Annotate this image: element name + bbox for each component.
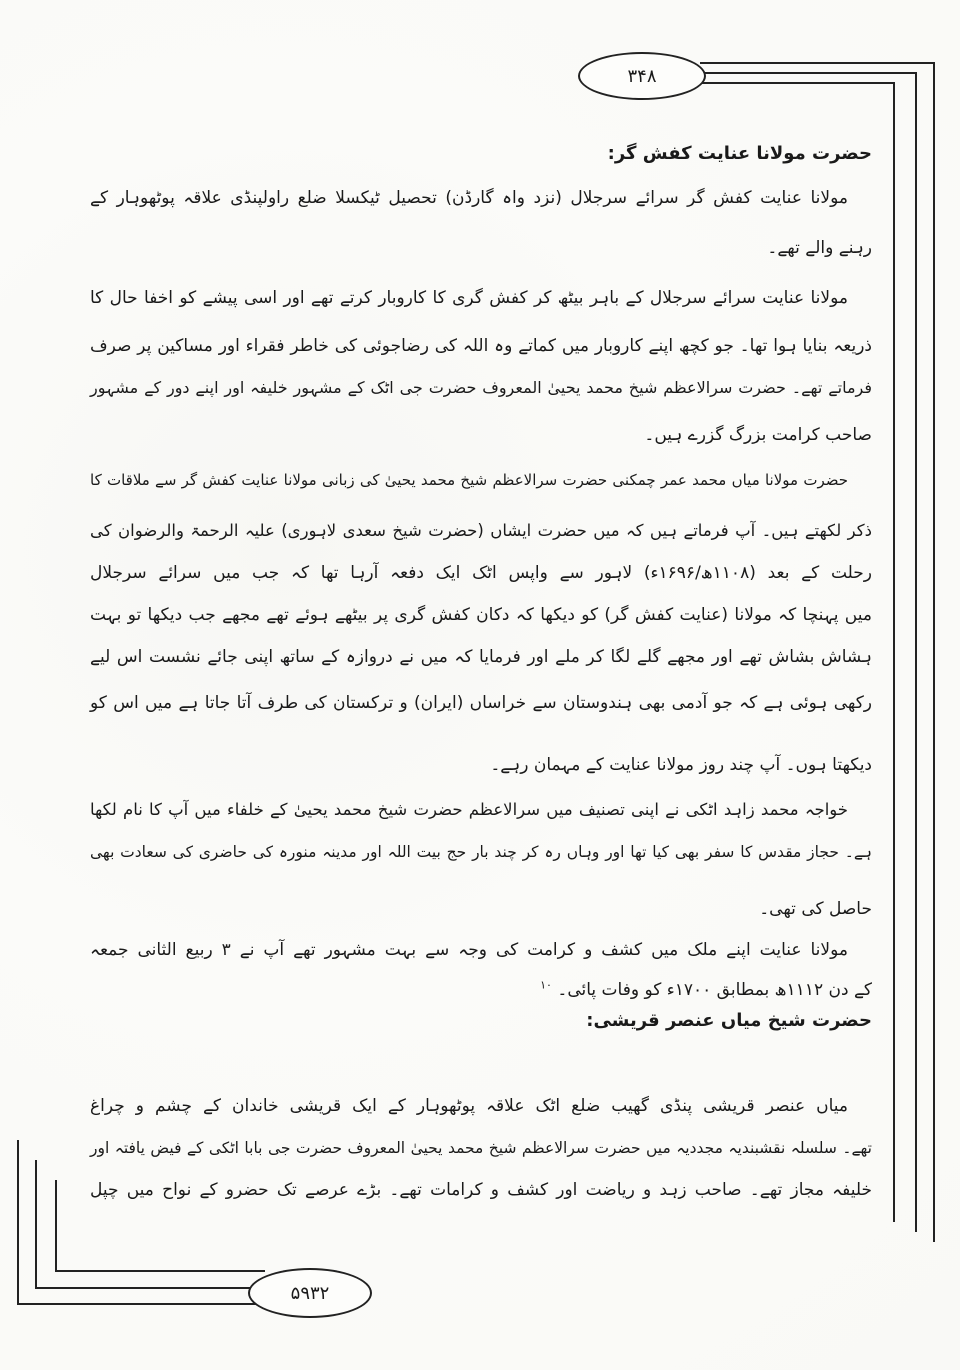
text-line: تھے۔ سلسلہ نقشبندیہ مجددیہ میں حضرت سرالاعظم شیخ محمد یحییٰ المعروف حضرت جی بابا اٹکی کے فیض یافتہ اور [90, 1139, 872, 1157]
border-line [702, 72, 916, 74]
text-line: خواجہ محمد زاہد اٹکی نے اپنی تصنیف میں سرالاعظم حضرت شیخ محمد یحییٰ کے خلفاء میں آپ کا نام لکھا [90, 800, 848, 819]
border-line [17, 1140, 19, 1304]
text-line: حاصل کی تھی۔ [759, 899, 872, 919]
border-line [700, 82, 894, 84]
text-line: میاں عنصر قریشی پنڈی گھیب ضلع اٹک علاقہ پوٹھوہار کے ایک قریشی خاندان کے چشم و چراغ [90, 1096, 848, 1116]
border-line [933, 62, 935, 1242]
footnote-marker: ۱۰ [540, 978, 552, 992]
text-line: صاحب کرامت بزرگ گزرے ہیں۔ [644, 425, 872, 445]
text-line: دیکھتا ہوں۔ آپ چند روز مولانا عنایت کے مہمان رہے۔ [490, 755, 872, 775]
border-line [35, 1287, 255, 1289]
border-line [55, 1270, 265, 1272]
text-line: حضرت مولانا میاں محمد عمر چمکنی حضرت سرالاعظم شیخ محمد یحییٰ کی زبانی مولانا عنایت کفش گر سے ملاقات کا [90, 471, 848, 489]
text-line: رحلت کے بعد (۱۱۰۸ھ/۱۶۹۶ء) لاہور سے واپس اٹک ایک دفعہ آرہا تھا کہ جب میں سرائے سرجلال [90, 563, 872, 583]
page-number-bottom-text: ۵۹۳۲ [290, 1282, 330, 1304]
border-line [17, 1303, 257, 1305]
border-line [35, 1160, 37, 1288]
border-line [55, 1180, 57, 1270]
text-line: خلیفہ مجاز تھے۔ صاحب زہد و ریاضت اور کشف و کرامات تھے۔ بڑے عرصے تک حضرو کے نواح میں چپل [90, 1180, 872, 1200]
section-heading: حضرت شیخ میاں عنصر قریشی: [586, 1010, 872, 1031]
text-line: مولانا عنایت کفش گر سرائے سرجلال (نزد واہ گارڈن) تحصیل ٹیکسلا ضلع راولپنڈی علاقہ پوٹھوہار کے [90, 188, 848, 208]
text-line: مولانا عنایت اپنے ملک میں کشف و کرامت کی وجہ سے بہت مشہور تھے آپ نے ۳ ربیع الثانی جمعہ [90, 940, 848, 960]
text-line: کے دن ۱۱۱۲ھ بمطابق ۱۷۰۰ء کو وفات پائی۔ [557, 980, 872, 1000]
page-number-top-text: ۳۴۸ [627, 65, 657, 87]
text-line: مولانا عنایت سرائے سرجلال کے باہر بیٹھ کر کفش گری کا کاروبار کرتے تھے اور اسی پیشے کو اخفا حال کا [90, 288, 848, 308]
text-line: رہنے والے تھے۔ [767, 238, 872, 258]
section-heading: حضرت مولانا عنایت کفش گر: [607, 143, 872, 164]
text-line: ہشاش بشاش تھے اور مجھے گلے لگا کر ملے اور فرمایا کہ میں نے دروازہ کے ساتھ اپنی جائے نشست اس لیے [90, 647, 872, 667]
border-line [700, 62, 934, 64]
text-line: فرماتے تھے۔ حضرت سرالاعظم شیخ محمد یحییٰ المعروف حضرت جی اٹک کے مشہور خلیفہ اور اپنے دور کے مشہور [90, 378, 872, 397]
text-line: ہے۔ حجاز مقدس کا سفر بھی کیا تھا اور وہاں رہ کر چند بار حج بیت اللہ اور مدینہ منورہ کی حاضری کی سعادت بھی [90, 843, 872, 861]
border-line [915, 72, 917, 1232]
page-number-top [578, 52, 706, 100]
text-line: میں پہنچا کہ مولانا (عنایت کفش گر) کو دیکھا کہ دکان کفش گری پر بیٹھے ہوئے تھے مجھے جب دیکھا تو بہت [90, 605, 872, 625]
text-line: ذکر لکھتے ہیں۔ آپ فرماتے ہیں کہ میں حضرت ایشاں (حضرت شیخ سعدی لاہوری) علیہ الرحمۃ والرضوان کی [90, 521, 872, 540]
page-number-bottom [248, 1268, 372, 1318]
text-line: رکھی ہوئی ہے کہ جو آدمی بھی ہندوستان سے خراساں (ایران) و ترکستان کی طرف آتا جاتا ہے میں اس کو [90, 693, 872, 713]
text-line: ذریعہ بنایا ہوا تھا۔ جو کچھ اپنے کاروبار میں کماتے وہ اللہ کی رضاجوئی کی خاطر فقراء اور مساکین پر صرف [90, 336, 872, 356]
border-line [893, 82, 895, 1222]
